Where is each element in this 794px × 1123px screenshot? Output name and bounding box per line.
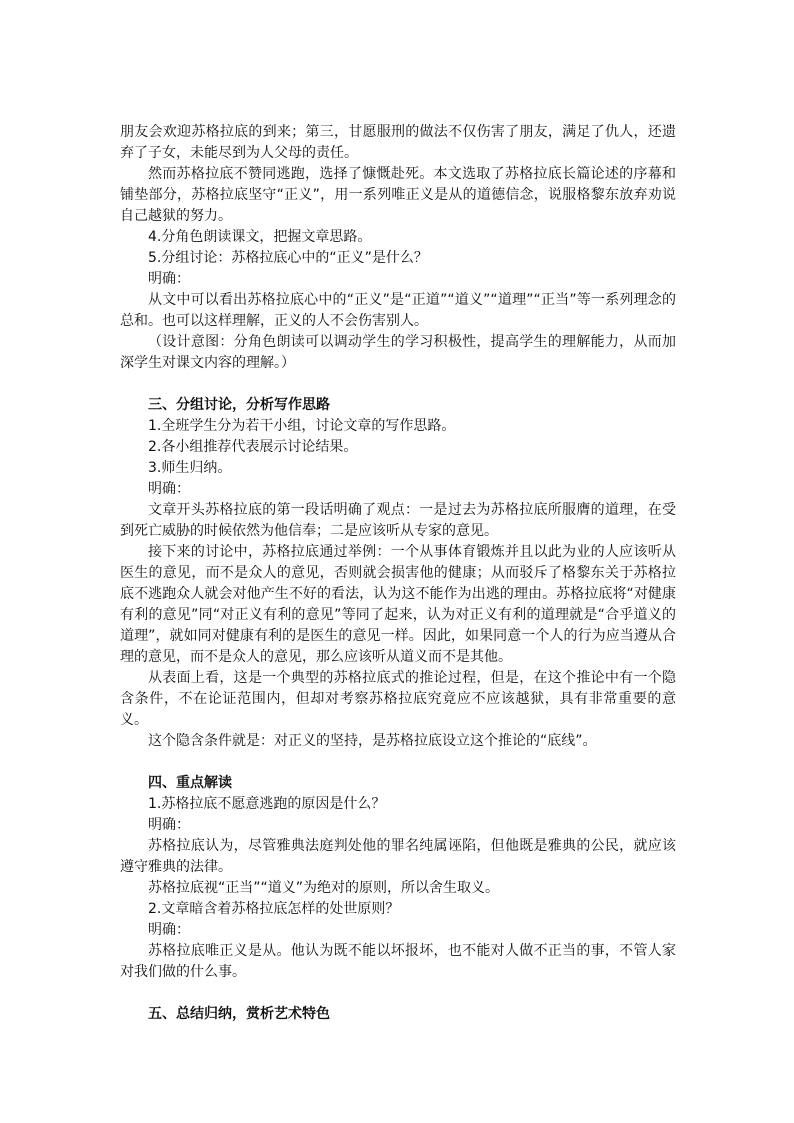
paragraph: 明确： <box>148 271 190 287</box>
paragraph: 5.分组讨论：苏格拉底心中的“正义”是什么？ <box>148 250 428 266</box>
paragraph: 文章开头苏格拉底的第一段话明确了观点：一是过去为苏格拉底所服膺的道理，在受到死亡威胁的时候依然为他信奉；二是应该听从专家的意见。 <box>120 502 676 539</box>
paragraph: 4.分角色朗读课文，把握文章思路。 <box>148 229 372 245</box>
paragraph: 1.苏格拉底不愿意逃跑的原因是什么？ <box>148 796 386 812</box>
paragraph: 从表面上看，这是一个典型的苏格拉底式的推论过程，但是，在这个推论中有一个隐含条件，不在论证范围内，但却对考察苏格拉底究竟应不应该越狱，具有非常重要的意义。 <box>120 670 676 728</box>
paragraph: 1.全班学生分为若干小组，讨论文章的写作思路。 <box>148 418 456 434</box>
paragraph: 接下来的讨论中，苏格拉底通过举例：一个从事体育锻炼并且以此为业的人应该听从医生的意见，而不是众人的意见，否则就会损害他的健康；从而驳斥了格黎东关于苏格拉底不逃跑众人就会对他产生不好的看法，认为这不能作为出逃的理由。苏格拉底将“对健康有利的意见”同“对正义有利的意见”等同了起来，认为对正义有利的道理就是“合乎道义的道理”，就如同对健康有利的是医生的意见一样。因此，如果同意一个人的行为应当遵从合理的意见，而不是众人的意见，那么应该听从道义而不是其他。 <box>120 544 676 665</box>
section-spacer <box>120 374 676 395</box>
paragraph: 明确： <box>148 922 190 938</box>
paragraph: 从文中可以看出苏格拉底心中的“正义”是“正道”“道义”“道理”“正当”等一系列理念的总和。也可以这样理解，正义的人不会伤害别人。 <box>120 292 676 329</box>
section-heading: 四、重点解读 <box>148 775 232 791</box>
paragraph: 然而苏格拉底不赞同逃跑，选择了慷慨赴死。本文选取了苏格拉底长篇论述的序幕和铺垫部分，苏格拉底坚守“正义”，用一系列唯正义是从的道德信念，说服格黎东放弃劝说自己越狱的努力。 <box>120 166 676 224</box>
paragraph: 苏格拉底认为，尽管雅典法庭判处他的罪名纯属诬陷，但他既是雅典的公民，就应该遵守雅典的法律。 <box>120 838 676 875</box>
document-body <box>120 122 676 1025</box>
section-spacer <box>120 752 676 773</box>
section-heading: 五、总结归纳，赏析艺术特色 <box>148 1006 330 1022</box>
paragraph: 明确： <box>148 481 190 497</box>
paragraph: 这个隐含条件就是：对正义的坚持，是苏格拉底设立这个推论的“底线”。 <box>148 733 597 749</box>
paragraph: 明确： <box>148 817 190 833</box>
section-heading: 三、分组讨论，分析写作思路 <box>148 397 330 413</box>
paragraph: 2.文章暗含着苏格拉底怎样的处世原则？ <box>148 901 400 917</box>
paragraph: 苏格拉底视“正当”“道义”为绝对的原则，所以舍生取义。 <box>148 880 500 896</box>
paragraph: 2.各小组推荐代表展示讨论结果。 <box>148 439 358 455</box>
section-spacer <box>120 983 676 1004</box>
paragraph: 朋友会欢迎苏格拉底的到来；第三，甘愿服刑的做法不仅伤害了朋友，满足了仇人，还遗弃了子女，未能尽到为人父母的责任。 <box>120 124 676 161</box>
paragraph: 3.师生归纳。 <box>148 460 232 476</box>
paragraph: （设计意图：分角色朗读可以调动学生的学习积极性，提高学生的理解能力，从而加深学生对课文内容的理解。） <box>120 334 676 371</box>
paragraph: 苏格拉底唯正义是从。他认为既不能以坏报坏，也不能对人做不正当的事，不管人家对我们做的什么事。 <box>120 943 676 980</box>
